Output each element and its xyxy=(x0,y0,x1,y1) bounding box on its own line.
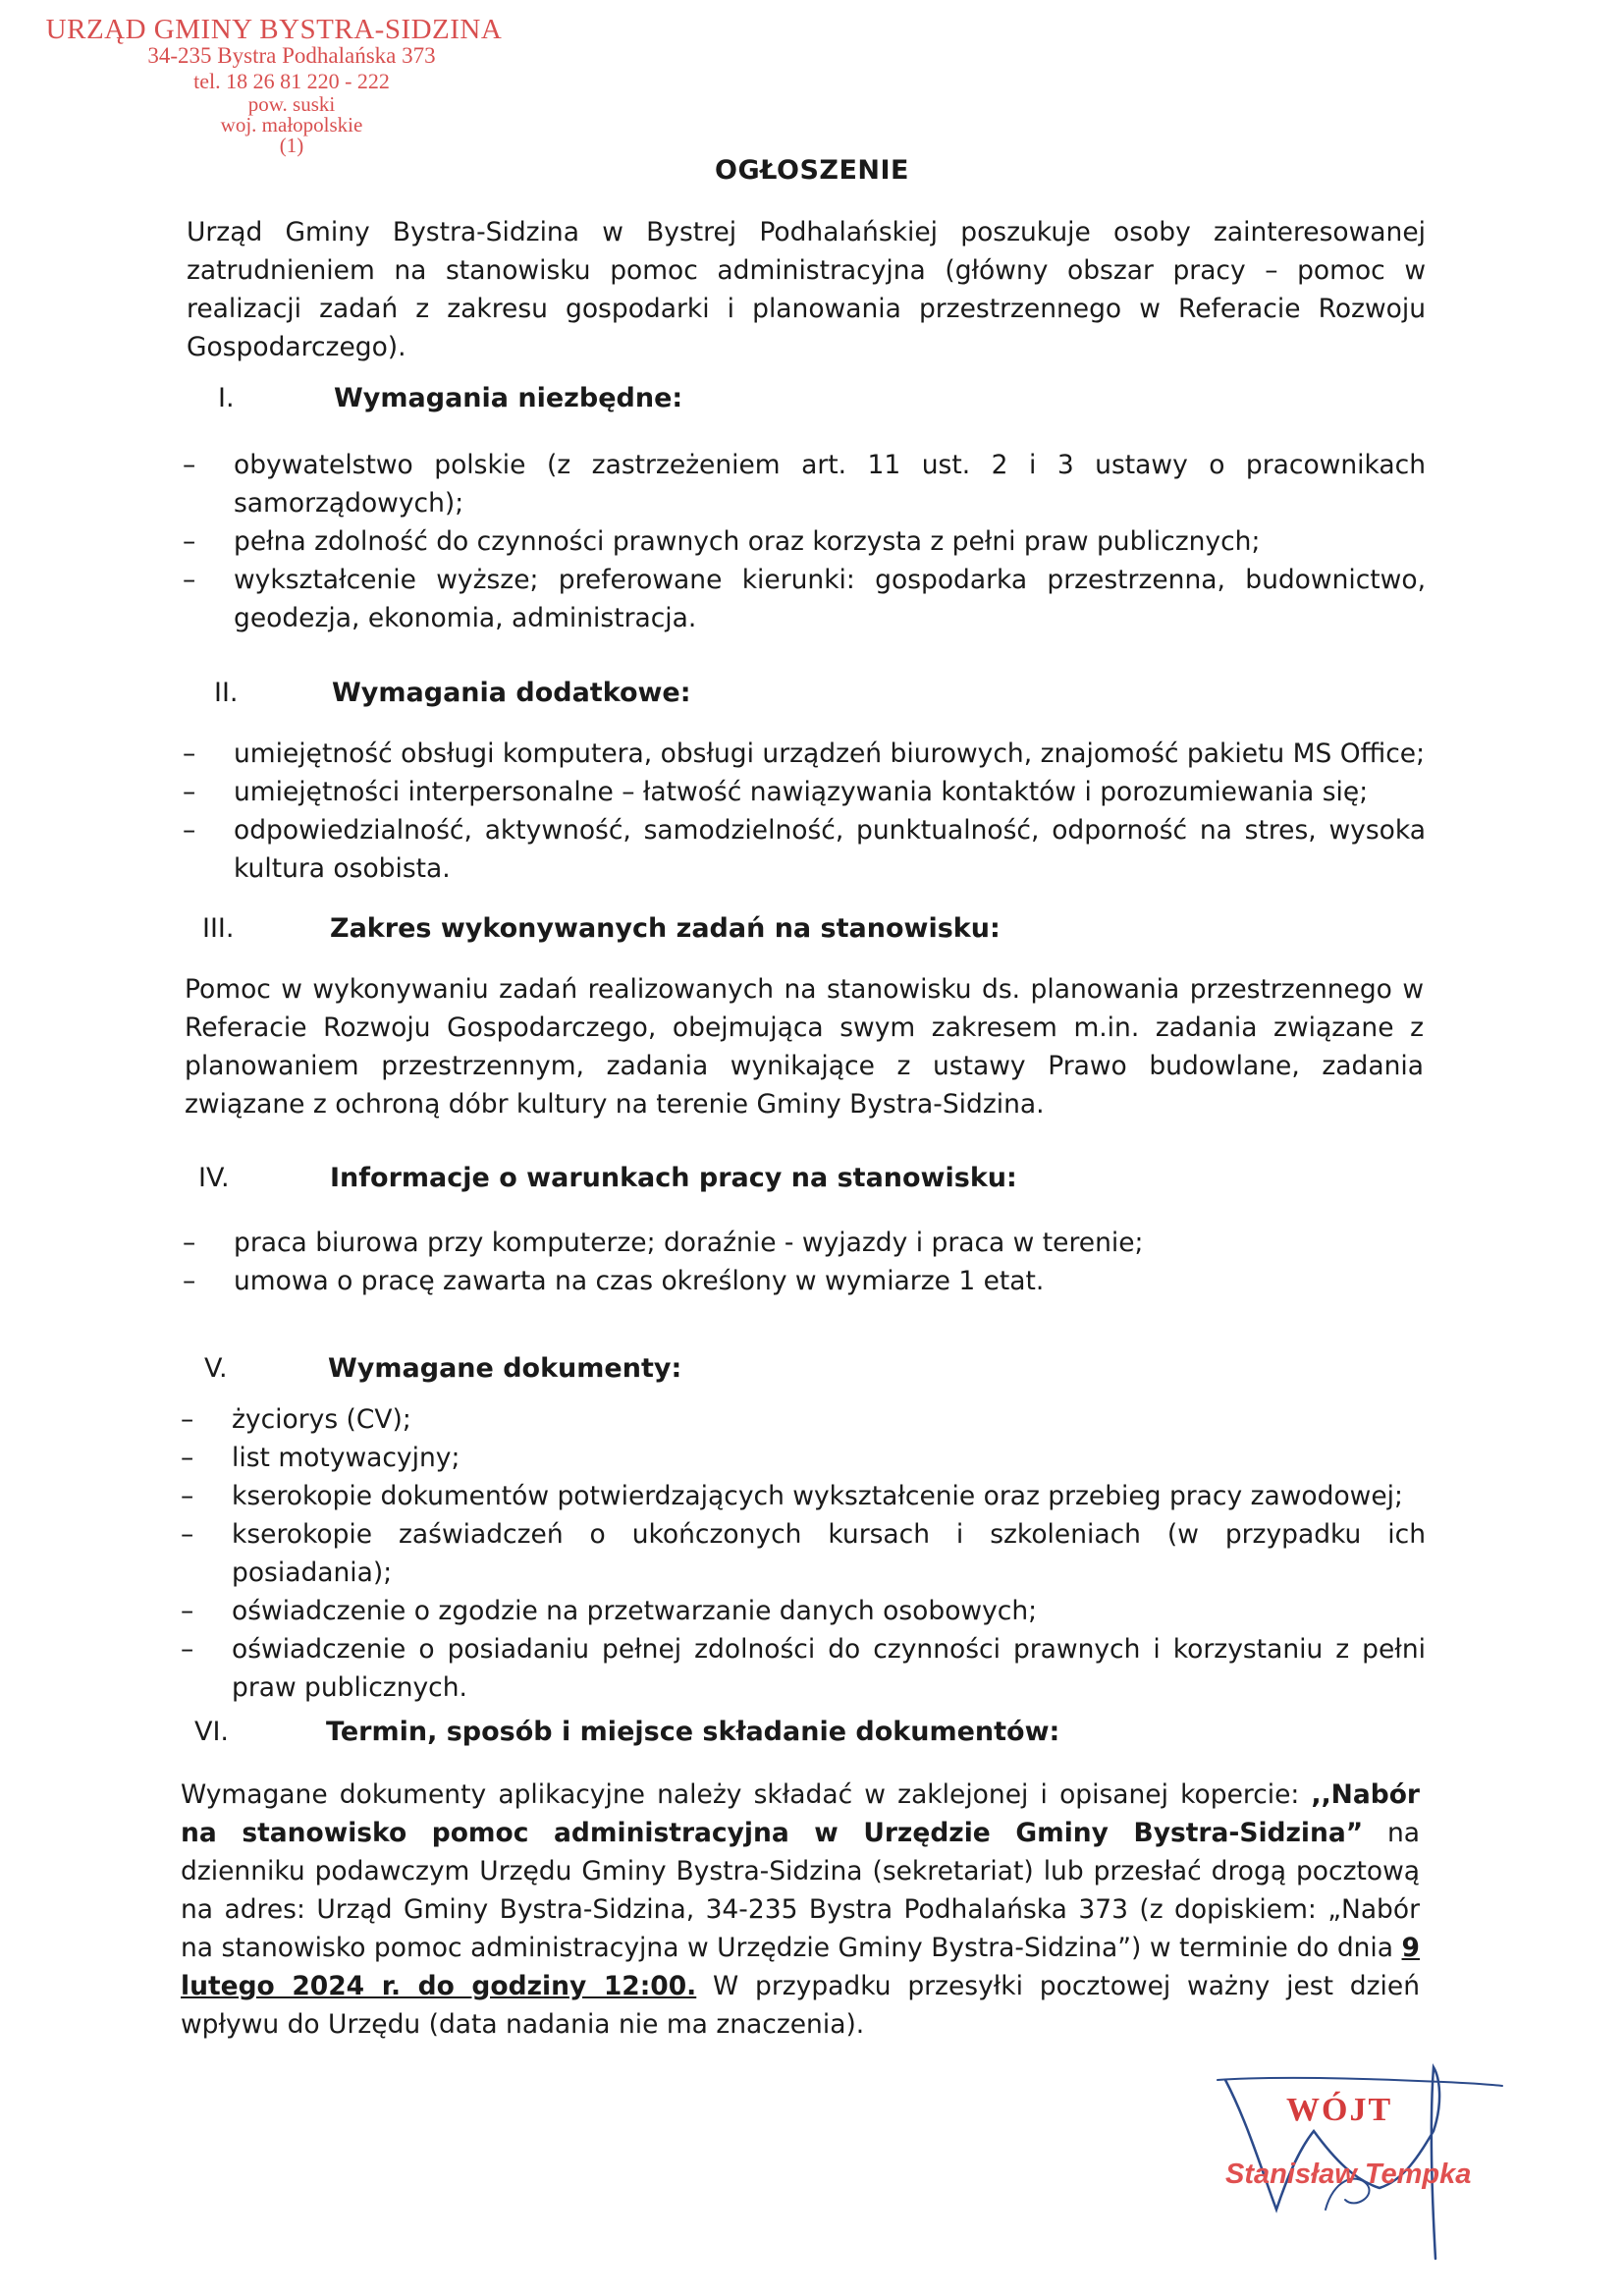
stamp-voivodeship: woj. małopolskie xyxy=(220,113,363,137)
section-title: Termin, sposób i miejsce składanie dokumentów: xyxy=(326,1717,1060,1747)
list-item xyxy=(181,1592,1426,1630)
list-item-text: obywatelstwo polskie (z zastrzeżeniem art. 11 ust. 2 i 3 ustawy o pracownikach samorządowych); xyxy=(234,450,1426,519)
list-item xyxy=(183,446,1426,522)
submission-text: W przypadku przesyłki pocztowej ważny jest dzień wpływu do Urzędu (data nadania nie ma znaczenia). xyxy=(181,1971,1420,2040)
list-item-text: życiorys (CV); xyxy=(232,1404,411,1435)
section-number: II. xyxy=(214,678,239,708)
list-dash: – xyxy=(181,1404,194,1435)
list-dash: – xyxy=(181,1596,194,1626)
list-dash: – xyxy=(183,815,196,846)
list-item xyxy=(183,522,1426,561)
list-dash: – xyxy=(181,1519,194,1550)
additional-qualifications-list xyxy=(183,735,1426,888)
list-dash: – xyxy=(183,1228,196,1258)
list-dash: – xyxy=(183,526,196,557)
list-item xyxy=(181,1515,1426,1592)
list-dash: – xyxy=(183,1266,196,1296)
section-title: Wymagane dokumenty: xyxy=(328,1353,682,1384)
list-dash: – xyxy=(181,1481,194,1511)
list-item-text: kserokopie dokumentów potwierdzających wykształcenie oraz przebieg pracy zawodowej; xyxy=(232,1481,1403,1511)
stamp-county: pow. suski xyxy=(247,92,336,116)
scope-paragraph: Pomoc w wykonywaniu zadań realizowanych na stanowisku ds. planowania przestrzennego w Referacie Rozwoju Gospodarczego, obejmująca swym zakresem m.in. zadania związane z planowaniem przestrzennym, zadania wynikające z ustawy Prawo budowlane, zadania związane z ochroną dóbr kultury na terenie Gminy Bystra-Sidzina. xyxy=(185,974,1424,1120)
section-number: I. xyxy=(218,383,235,413)
required-qualifications-list xyxy=(183,446,1426,637)
list-item-text: umiejętność obsługi komputera, obsługi urządzeń biurowych, znajomość pakietu MS Office; xyxy=(234,738,1425,769)
list-item xyxy=(183,773,1426,811)
stamp-address: 34-235 Bystra Podhalańska 373 xyxy=(147,43,436,68)
list-item xyxy=(183,735,1426,773)
list-item-text: oświadczenie o posiadaniu pełnej zdolności do czynności prawnych i korzystaniu z pełni praw publicznych. xyxy=(232,1634,1426,1703)
submission-text: na dzienniku podawczym Urzędu Gminy Bystra-Sidzina (sekretariat) lub przesłać drogą pocztową na adres: Urząd Gminy Bystra-Sidzina, 34-235 Bystra Podhalańska 373 (z dopiskiem: „Nabór na stanowisko pomoc administracyjna w Urzędzie Gminy Bystra-Sidzina”) w terminie do dnia xyxy=(181,1818,1420,1963)
section-title: Wymagania niezbędne: xyxy=(334,383,683,413)
submission-paragraph xyxy=(181,1776,1420,2044)
document-title: OGŁOSZENIE xyxy=(715,155,909,186)
section-number: V. xyxy=(204,1353,228,1384)
list-item-text: list motywacyjny; xyxy=(232,1443,460,1473)
signature-name: Stanisław Tempka xyxy=(1225,2159,1472,2190)
office-stamp xyxy=(45,14,522,157)
list-dash: – xyxy=(183,565,196,595)
list-dash: – xyxy=(181,1634,194,1665)
list-item xyxy=(183,1224,1426,1262)
work-conditions-list xyxy=(183,1224,1426,1300)
list-item xyxy=(183,1262,1426,1300)
list-item xyxy=(183,811,1426,888)
mayor-signature-stamp xyxy=(1208,2062,1532,2269)
list-item-text: odpowiedzialność, aktywność, samodzielność, punktualność, odporność na stres, wysoka kultura osobista. xyxy=(234,815,1426,884)
list-item xyxy=(181,1630,1426,1707)
list-item-text: kserokopie zaświadczeń o ukończonych kursach i szkoleniach (w przypadku ich posiadania); xyxy=(232,1519,1426,1588)
list-item xyxy=(183,561,1426,637)
list-item xyxy=(181,1477,1426,1515)
section-title: Zakres wykonywanych zadań na stanowisku: xyxy=(330,913,1001,944)
submission-text: Wymagane dokumenty aplikacyjne należy składać w zaklejonej i opisanej kopercie: xyxy=(181,1779,1312,1810)
intro-text: Urząd Gminy Bystra-Sidzina w Bystrej Podhalańskiej poszukuje osoby zainteresowanej zatrudnieniem na stanowisku pomoc administracyjna (główny obszar pracy – pomoc w realizacji zadań z zakresu gospodarki i planowania przestrzennego w Referacie Rozwoju Gospodarczego). xyxy=(187,217,1426,362)
stamp-office-name: URZĄD GMINY BYSTRA-SIDZINA xyxy=(45,14,503,45)
section-number: IV. xyxy=(198,1163,230,1193)
signature-title: WÓJT xyxy=(1286,2092,1393,2128)
section-number: III. xyxy=(202,913,235,944)
deadline-text: 9 lutego 2024 r. do godziny 12:00. xyxy=(181,1933,1420,2001)
required-documents-list xyxy=(181,1400,1426,1707)
intro-paragraph xyxy=(187,213,1426,366)
section-title: Informacje o warunkach pracy na stanowisku: xyxy=(330,1163,1017,1193)
list-item-text: praca biurowa przy komputerze; doraźnie - wyjazdy i praca w terenie; xyxy=(234,1228,1144,1258)
list-item-text: wykształcenie wyższe; preferowane kierunki: gospodarka przestrzenna, budownictwo, geodezja, ekonomia, administracja. xyxy=(234,565,1426,633)
stamp-number: (1) xyxy=(279,134,304,157)
list-dash: – xyxy=(183,777,196,807)
list-item-text: umiejętności interpersonalne – łatwość nawiązywania kontaktów i porozumiewania się; xyxy=(234,777,1369,807)
stamp-phone: tel. 18 26 81 220 - 222 xyxy=(193,69,390,93)
list-dash: – xyxy=(183,450,196,480)
list-dash: – xyxy=(183,738,196,769)
list-item-text: oświadczenie o zgodzie na przetwarzanie danych osobowych; xyxy=(232,1596,1038,1626)
list-item-text: pełna zdolność do czynności prawnych oraz korzysta z pełni praw publicznych; xyxy=(234,526,1261,557)
section-number: VI. xyxy=(194,1717,230,1747)
list-dash: – xyxy=(181,1443,194,1473)
list-item xyxy=(181,1439,1426,1477)
list-item-text: umowa o pracę zawarta na czas określony w wymiarze 1 etat. xyxy=(234,1266,1045,1296)
section-title: Wymagania dodatkowe: xyxy=(332,678,691,708)
list-item xyxy=(181,1400,1426,1439)
envelope-label-text: ,,Nabór na stanowisko pomoc administracyjna w Urzędzie Gminy Bystra-Sidzina” xyxy=(181,1779,1420,1848)
